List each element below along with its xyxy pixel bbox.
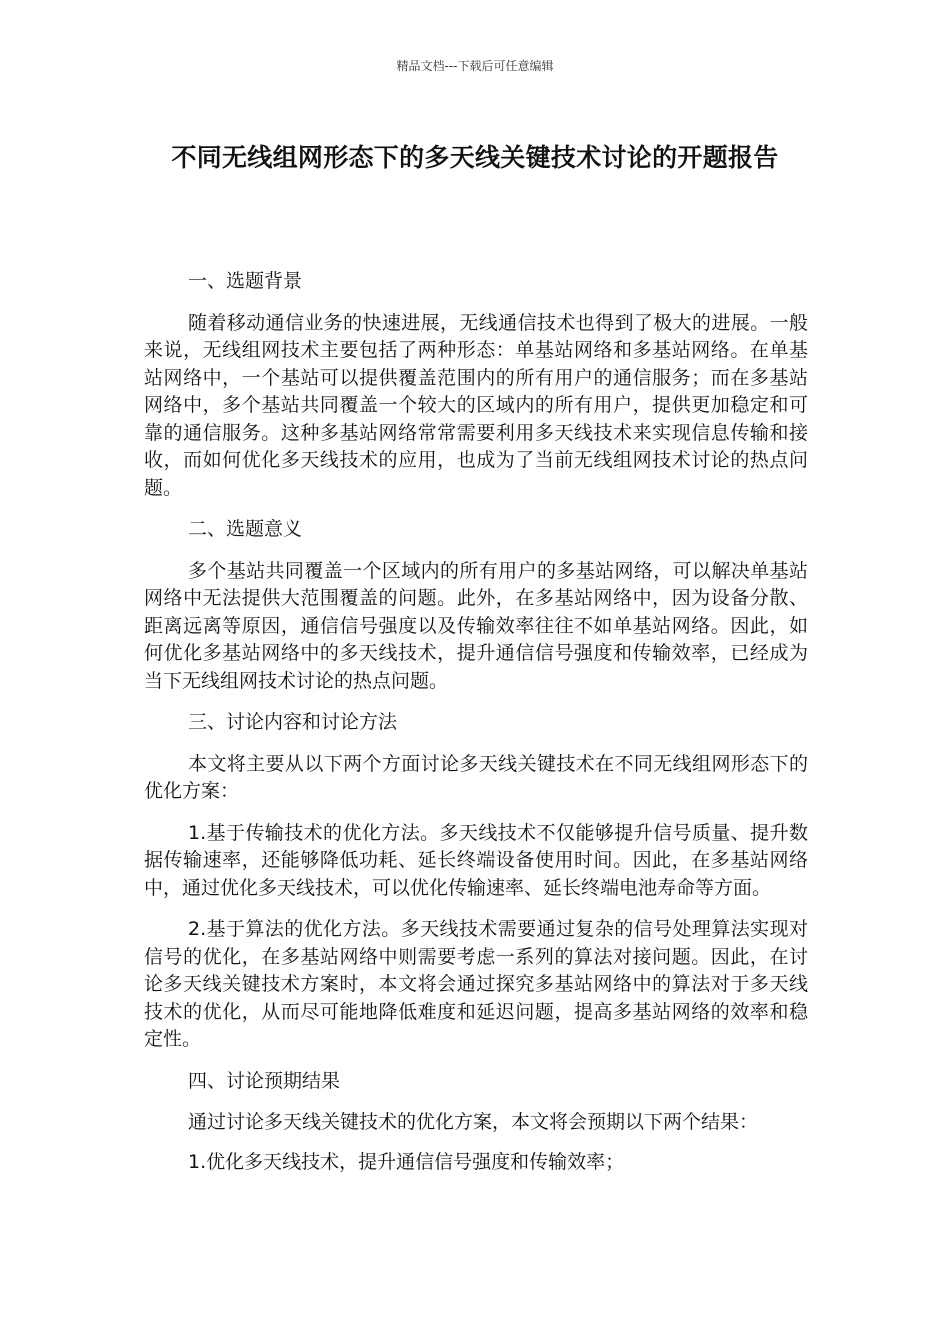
document-body [144,268,808,1188]
paragraph: 随着移动通信业务的快速进展，无线通信技术也得到了极大的进展。一般来说，无线组网技术主要包括了两种形态：单基站网络和多基站网络。在单基站网络中，一个基站可以提供覆盖范围内的所有用户的通信服务；而在多基站网络中，多个基站共同覆盖一个较大的区域内的所有用户，提供更加稳定和可靠的通信服务。这种多基站网络常常需要利用多天线技术来实现信息传输和接收，而如何优化多天线技术的应用，也成为了当前无线组网技术讨论的热点问题。 [144,311,808,499]
paragraph: 本文将主要从以下两个方面讨论多天线关键技术在不同无线组网形态下的优化方案： [144,752,808,802]
list-item-paragraph: 2.基于算法的优化方法。多天线技术需要通过复杂的信号处理算法实现对信号的优化，在多基站网络中则需要考虑一系列的算法对接问题。因此，在讨论多天线关键技术方案时，本文将会通过探究多基站网络中的算法对于多天线技术的优化，从而尽可能地降低难度和延迟问题，提高多基站网络的效率和稳定性。 [144,918,808,1050]
paragraph: 多个基站共同覆盖一个区域内的所有用户的多基站网络，可以解决单基站网络中无法提供大范围覆盖的问题。此外，在多基站网络中，因为设备分散、距离远离等原因，通信信号强度以及传输效率往往不如单基站网络。因此，如何优化多基站网络中的多天线技术，提升通信信号强度和传输效率，已经成为当下无线组网技术讨论的热点问题。 [144,559,808,692]
section-heading-background: 一、选题背景 [188,270,303,292]
header-note: 精品文档---下载后可任意编辑 [396,59,554,73]
document-title: 不同无线组网形态下的多天线关键技术讨论的开题报告 [171,143,779,172]
list-item-paragraph: 1.基于传输技术的优化方法。多天线技术不仅能够提升信号质量、提升数据传输速率，还能够降低功耗、延长终端设备使用时间。因此，在多基站网络中，通过优化多天线技术，可以优化传输速率、延长终端电池寿命等方面。 [144,821,808,899]
section-heading-significance: 二、选题意义 [188,518,303,540]
section-heading-content-methods: 三、讨论内容和讨论方法 [188,711,398,733]
section-heading-expected-results: 四、讨论预期结果 [188,1069,341,1092]
paragraph: 通过讨论多天线关键技术的优化方案，本文将会预期以下两个结果： [188,1111,759,1133]
list-item-paragraph: 1.优化多天线技术，提升通信信号强度和传输效率； [188,1150,625,1173]
